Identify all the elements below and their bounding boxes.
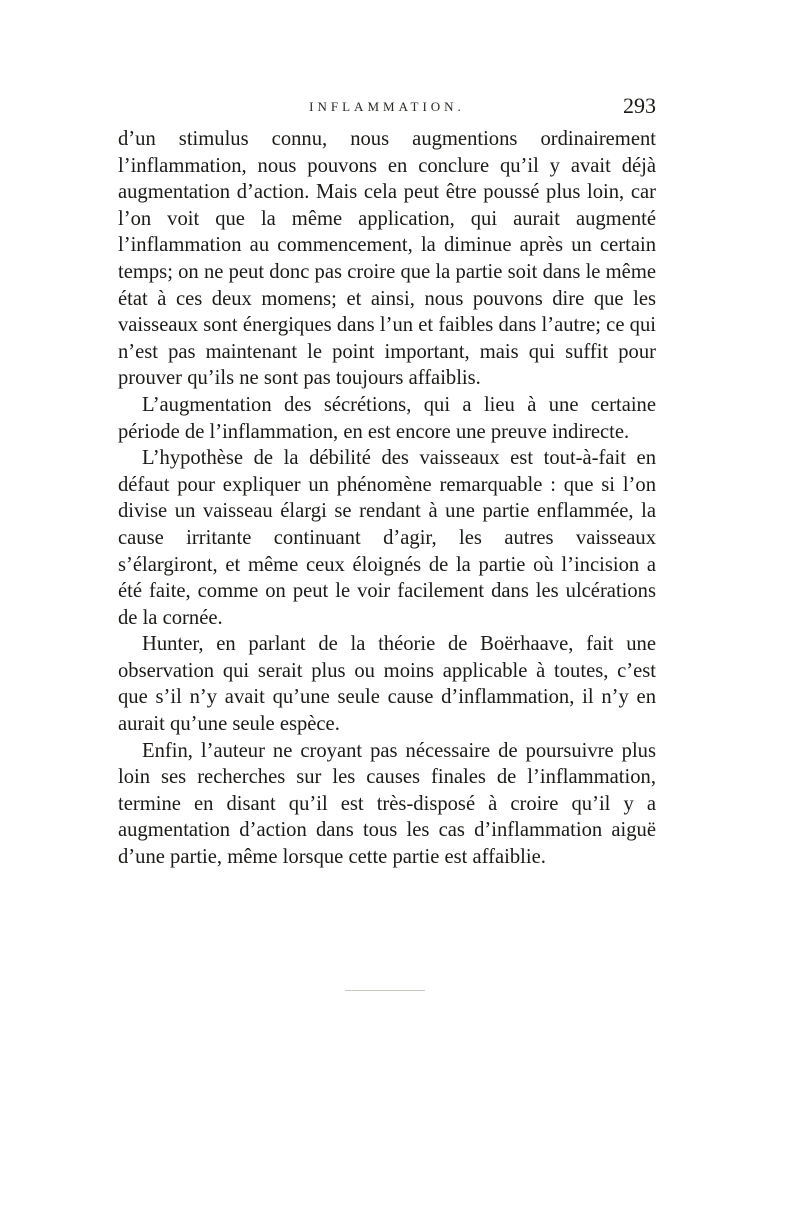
page-header [118,93,656,127]
paragraph-1: d’un stimulus connu, nous augmentions ordinairement l’inflammation, nous pouvons en conclure qu’il y avait déjà augmentation d’action. Mais cela peut être poussé plus loin, car l’on voit que la même application, qui aurait augmenté l’inflammation au commencement, la diminue après un certain temps; on ne peut donc pas croire que la partie soit dans le même état à ces deux momens; et ainsi, nous pouvons dire que les vaisseaux sont énergiques dans l’un et faibles dans l’autre; ce qui n’est pas maintenant le point important, mais qui suffit pour prouver qu’ils ne sont pas toujours affaiblis. [118,128,656,390]
body-text [118,126,656,871]
running-title: INFLAMMATION. [309,99,465,114]
paragraph-2: L’augmentation des sécrétions, qui a lieu à une certaine période de l’inflammation, en est encore une preuve indirecte. [118,393,656,443]
show-through-rule [345,990,425,991]
paragraph-5: Enfin, l’auteur ne croyant pas nécessaire de poursuivre plus loin ses recherches sur les causes finales de l’inflammation, termine en disant qu’il est très-disposé à croire qu’il y a augmentation d’action dans tous les cas d’inflammation aiguë d’une partie, même lorsque cette partie est affaiblie. [118,739,656,869]
paragraph-4: Hunter, en parlant de la théorie de Boërhaave, fait une observation qui serait plus ou moins applicable à toutes, c’est que s’il n’y avait qu’une seule cause d’inflammation, il n’y en aurait qu’une seule espèce. [118,633,656,736]
paragraph-3: L’hypothèse de la débilité des vaisseaux est tout-à-fait en défaut pour expliquer un phénomène remarquable : que si l’on divise un vaisseau élargi se rendant à une partie enflammée, la cause irritante continuant d’agir, les autres vaisseaux s’élargiront, et même ceux éloignés de la partie où l’incision a été faite, comme on peut le voir facilement dans les ulcérations de la cornée. [118,447,656,629]
page-number: 293 [623,93,656,118]
